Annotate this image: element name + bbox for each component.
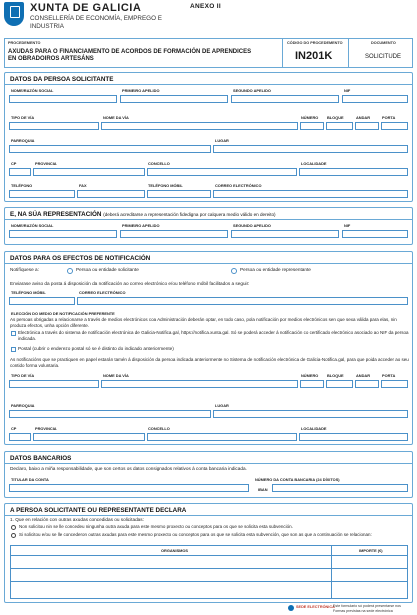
applicant-title: DATOS DA PERSOA SOLICITANTE [10, 76, 114, 83]
radio-label: Persoa ou entidade representante [240, 267, 311, 272]
surname1-input[interactable] [120, 95, 228, 103]
field-label: CONCELLO [148, 426, 170, 431]
field-label: LUGAR [215, 403, 229, 408]
logo-title: XUNTA DE GALICIA [30, 2, 142, 14]
rep-nif-input[interactable] [342, 230, 408, 238]
code-label: CÓDIGO DO PROCEDEMENTO [287, 41, 343, 45]
document-type: SOLICITUDE [365, 54, 402, 60]
notif-email-input[interactable] [77, 297, 408, 305]
aids-table [10, 545, 408, 599]
field-label: NOME/RAZÓN SOCIAL [11, 88, 54, 93]
field-label: PORTA [382, 115, 396, 120]
field-label: PROVINCIA [35, 161, 57, 166]
field-label: CORREO ELECTRÓNICO [215, 183, 262, 188]
field-label: NÚMERO DA CONTA BANCARIA (24 DÍXITOS) [255, 477, 340, 482]
notif-cp-input[interactable] [9, 433, 31, 441]
column-header: IMPORTE (€) [359, 548, 383, 553]
cp-input[interactable] [9, 168, 31, 176]
procedure-code: IN201K [295, 50, 333, 62]
field-label: PARROQUIA [11, 138, 35, 143]
option-label: Postal (cubrir o enderezo postal só se é distinto do indicado anteriormente) [18, 346, 174, 351]
field-label: LOCALIDADE [301, 161, 327, 166]
name-input[interactable] [9, 95, 117, 103]
shield-icon [4, 2, 24, 26]
email-input[interactable] [213, 190, 408, 198]
annex-label: ANEXO II [190, 3, 221, 10]
electronic-option[interactable] [11, 331, 16, 336]
floor-input[interactable] [355, 122, 379, 130]
surname2-input[interactable] [231, 95, 339, 103]
field-label: LOCALIDADE [301, 426, 327, 431]
phone-input[interactable] [9, 190, 75, 198]
sede-label: SEDE ELECTRÓNICA [296, 605, 335, 609]
field-label: PROVINCIA [35, 426, 57, 431]
declares-section [4, 503, 413, 603]
parish-input[interactable] [9, 145, 211, 153]
field-label: PRIMEIRO APELIDO [122, 223, 160, 228]
nif-input[interactable] [342, 95, 408, 103]
notif-number-input[interactable] [300, 380, 324, 388]
field-label: TITULAR DA CONTA [11, 477, 49, 482]
copy-text: As notificacións que se practiquen en papel estarán tamén á disposición da persoa indicada anteriormente no Sistema de notificación electrónica de Galicia-Notifica.gal, para que poida acceder ao seu contido forma voluntaria. [10, 357, 409, 368]
footer-text-1: Este formulario só poderá presentarse nos [333, 604, 401, 608]
street-input[interactable] [101, 122, 298, 130]
notification-section [4, 251, 413, 445]
footer-text-2: Formas previstas na sede electrónica [333, 609, 393, 613]
notif-province-input[interactable] [33, 433, 145, 441]
column-header: ORGANISMOS [161, 548, 189, 553]
field-label: CP [11, 426, 17, 431]
notif-floor-input[interactable] [355, 380, 379, 388]
representative-title: E, NA SÚA REPRESENTACIÓN (deberá acreditarse a representación fidedigna por calquera medio válido en dereito) [10, 211, 276, 218]
field-label: NÚMERO [301, 115, 319, 120]
option-yes-radio[interactable] [11, 533, 16, 538]
notice-text: Enviarase aviso da posta á disposición da notificación ao correo electrónico e/ou teléfono móbil facilitados a seguir: [10, 281, 250, 286]
block-input[interactable] [326, 122, 353, 130]
question-1: 1. Que en relación con outras axudas concedidas ou solicitadas: [10, 517, 144, 522]
rep-surname2-input[interactable] [231, 230, 339, 238]
representative-section [4, 207, 413, 245]
field-label: CONCELLO [148, 161, 170, 166]
notify-applicant-radio[interactable] [67, 268, 73, 274]
notif-street-type-input[interactable] [9, 380, 99, 388]
place-input[interactable] [213, 145, 408, 153]
notify-to-label: Notifíquese a: [10, 267, 39, 272]
option-no-radio[interactable] [11, 525, 16, 530]
fax-input[interactable] [77, 190, 145, 198]
field-label: TIPO DE VÍA [11, 373, 35, 378]
notification-title: DATOS PARA OS EFECTOS DE NOTIFICACIÓN [10, 255, 151, 262]
field-label: BLOQUE [327, 373, 344, 378]
field-label: NIF [344, 223, 351, 228]
locality-input[interactable] [299, 168, 408, 176]
notif-parish-input[interactable] [9, 410, 211, 418]
field-label: LUGAR [215, 138, 229, 143]
notify-representative-radio[interactable] [231, 268, 237, 274]
field-label: BLOQUE [327, 115, 344, 120]
field-label: NIF [344, 88, 351, 93]
notif-locality-input[interactable] [299, 433, 408, 441]
sede-icon [288, 605, 294, 611]
field-label: SEGUNDO APELIDO [233, 88, 271, 93]
bank-declaration: Declaro, baixo a miña responsabilidade, que son certos os datos consignados relativos á conta bancaria indicada. [10, 466, 247, 471]
option-label: Electrónica a través do sistema de notificación electrónica de Galicia-Notifica.gal, https://notifica.xunta.gal. Só se poderá acceder á notificación co certificado electrónico asociado ao NIF da persoa indicada. [18, 330, 409, 341]
procedure-box [4, 38, 413, 68]
number-input[interactable] [300, 122, 324, 130]
field-label: CORREO ELECTRÓNICO [79, 290, 126, 295]
rep-surname1-input[interactable] [120, 230, 228, 238]
iban-input[interactable] [272, 484, 408, 492]
field-label: SEGUNDO APELIDO [233, 223, 271, 228]
logo-subtitle: CONSELLERÍA DE ECONOMÍA, EMPREGO E INDUSTRIA [30, 15, 162, 30]
field-label: FAX [79, 183, 87, 188]
applicant-section [4, 72, 413, 202]
bank-section [4, 451, 413, 498]
document-label: DOCUMENTO [371, 41, 396, 45]
postal-option[interactable] [11, 347, 16, 352]
field-label: PRIMEIRO APELIDO [122, 88, 160, 93]
field-label: CP [11, 161, 17, 166]
field-label: NOME DA VÍA [103, 373, 129, 378]
province-input[interactable] [33, 168, 145, 176]
option-label: Si solicitou e/ou se lle concederon outras axudas para este mesmo proxecto ou conceptos para os que se solicita esta subvención, que son as que a continuación se relacionan: [19, 532, 372, 537]
holder-input[interactable] [9, 484, 249, 492]
mobile-input[interactable] [147, 190, 211, 198]
iban-label: IBAN [258, 487, 268, 492]
field-label: TIPO DE VÍA [11, 115, 35, 120]
door-input[interactable] [381, 122, 408, 130]
council-input[interactable] [147, 168, 297, 176]
field-label: NOME/RAZÓN SOCIAL [11, 223, 54, 228]
declares-title: A PERSOA SOLICITANTE OU REPRESENTANTE DECLARA [10, 507, 187, 514]
field-label: TELÉFONO MÓBIL [11, 290, 46, 295]
preferred-title: ELECCIÓN DO MEDIO DE NOTIFICACIÓN PREFERENTE [11, 311, 115, 316]
field-label: PORTA [382, 373, 396, 378]
notif-block-input[interactable] [326, 380, 353, 388]
field-label: PARROQUIA [11, 403, 35, 408]
notif-door-input[interactable] [381, 380, 408, 388]
notif-place-input[interactable] [213, 410, 408, 418]
notif-council-input[interactable] [147, 433, 297, 441]
notif-street-input[interactable] [101, 380, 298, 388]
street-type-input[interactable] [9, 122, 99, 130]
rep-name-input[interactable] [9, 230, 117, 238]
field-label: NOME DA VÍA [103, 115, 129, 120]
procedure-label: PROCEDEMENTO [8, 41, 41, 45]
field-label: ANDAR [356, 373, 371, 378]
field-label: NÚMERO [301, 373, 319, 378]
option-label: Non solicitou nin se lle concedeu ningunha outra axuda para este mesmo proxecto ou conceptos para os que se solicita esta subvención. [19, 524, 293, 529]
procedure-name: AXUDAS PARA O FINANCIAMENTO DE ACORDOS DE FORMACIÓN DE APRENDICES EN OBRADOIROS ARTESÁNS [8, 49, 252, 62]
radio-label: Persoa ou entidade solicitante [76, 267, 139, 272]
field-label: TELÉFONO [11, 183, 33, 188]
bank-title: DATOS BANCARIOS [10, 455, 72, 462]
field-label: ANDAR [356, 115, 371, 120]
notif-mobile-input[interactable] [9, 297, 75, 305]
field-label: TELÉFONO MÓBIL [148, 183, 183, 188]
preferred-text: As persoas obrigadas a relacionarse a través de medios electrónicos coa Administración deberán optar, en todo caso, pola notificación por medios electrónicos sen que sexa válida para elas, nin produza efectos, unha opción diferente. [10, 317, 397, 328]
